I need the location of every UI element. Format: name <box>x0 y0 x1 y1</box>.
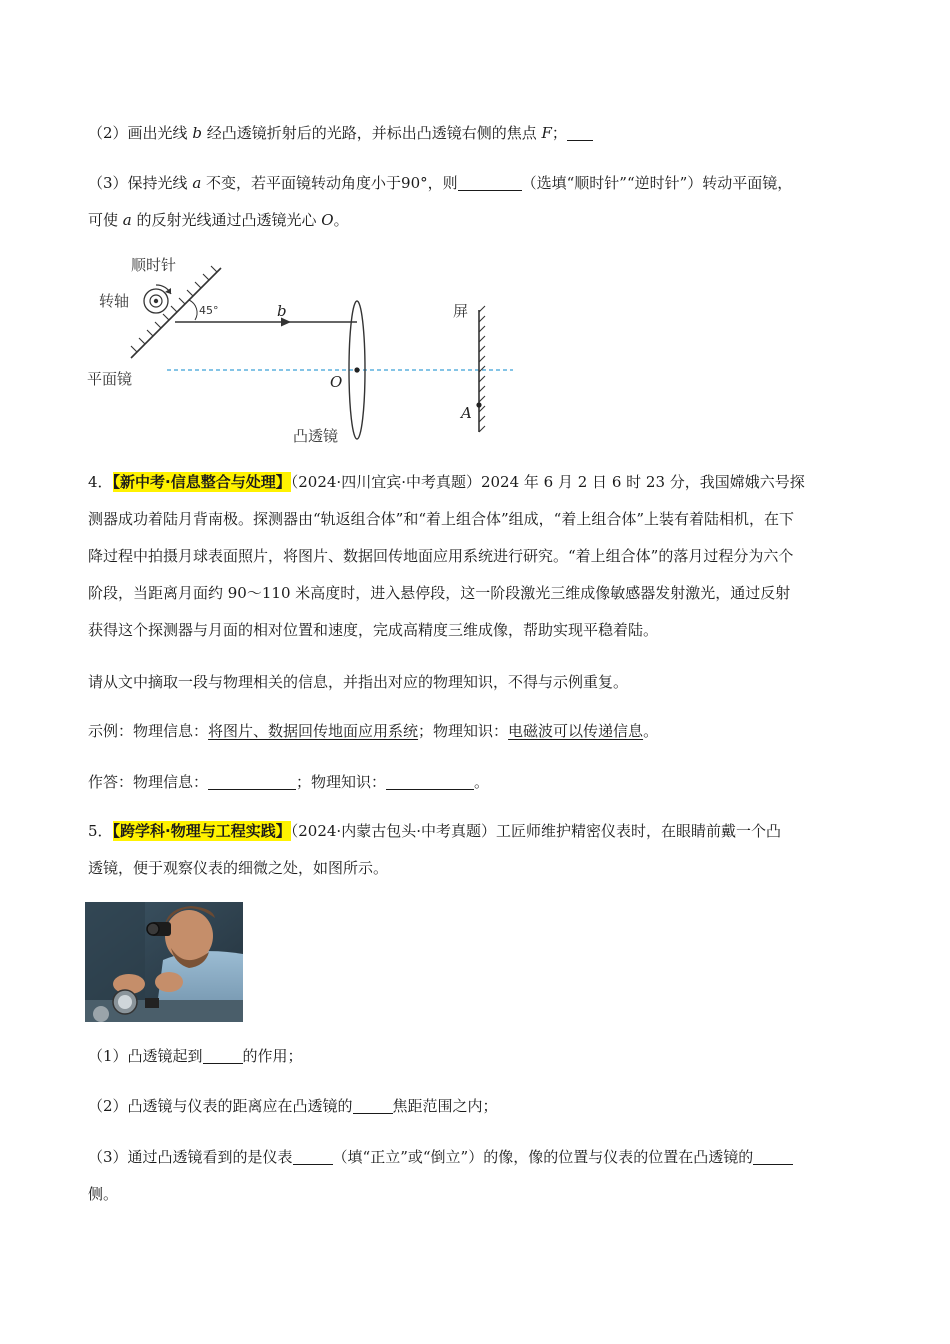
screen <box>479 306 485 432</box>
label-screen: 屏 <box>453 302 469 320</box>
answer-blank[interactable] <box>293 1148 333 1165</box>
q4-line1: 4．【新中考·信息整合与处理】（2024·四川宜宾·中考真题）2024 年 6 月 2 日 6 时 23 分，我国嫦娥六号探 <box>88 473 805 491</box>
label-A: A <box>461 404 472 422</box>
label-O: O <box>330 373 343 391</box>
q3-part3: （3）保持光线 a 不变，若平面镜转动角度小于90°，则 （选填“顺时针”“逆时针”）转动平面镜， <box>88 174 793 192</box>
q5-tag: 【跨学科·物理与工程实践】 <box>112 822 291 840</box>
angle-arc <box>189 300 197 320</box>
optics-diagram <box>85 248 525 448</box>
q3-part3-line2: 可使 a 的反射光线通过凸透镜光心 O。 <box>88 211 349 229</box>
label-lens: 凸透镜 <box>293 427 339 445</box>
q5-part1: （1）凸透镜起到 的作用； <box>88 1047 303 1065</box>
label-axis: 转轴 <box>99 292 130 310</box>
q4-line5: 获得这个探测器与月面的相对位置和速度，完成高精度三维成像，帮助实现平稳着陆。 <box>88 621 659 639</box>
optical-center-dot <box>354 367 359 372</box>
q4-line3: 降过程中拍摄月球表面照片，将图片、数据回传地面应用系统进行研究。“着上组合体”的落月过程分为六个 <box>88 547 794 565</box>
q5-line1: 5．【跨学科·物理与工程实践】（2024·内蒙古包头·中考真题）工匠师维护精密仪表时，在眼睛前戴一个凸 <box>88 822 781 840</box>
q5-part2: （2）凸透镜与仪表的距离应在凸透镜的 焦距范围之内； <box>88 1097 498 1115</box>
q4-example: 示例：物理信息：将图片、数据回传地面应用系统；物理知识：电磁波可以传递信息。 <box>88 722 659 740</box>
q4-instruction: 请从文中摘取一段与物理相关的信息，并指出对应的物理知识，不得与示例重复。 <box>88 673 629 691</box>
label-angle: 45° <box>199 304 219 317</box>
q5-part3-line2: 侧。 <box>88 1185 119 1203</box>
label-mirror: 平面镜 <box>87 370 133 388</box>
craftsman-photo <box>85 902 243 1022</box>
q5-line2: 透镜，便于观察仪表的细微之处，如图所示。 <box>88 859 389 877</box>
answer-blank-knowledge[interactable] <box>386 773 474 790</box>
answer-blank[interactable] <box>458 174 522 191</box>
answer-blank-info[interactable] <box>208 773 296 790</box>
q4-tag: 【新中考·信息整合与处理】 <box>112 473 291 491</box>
answer-blank[interactable] <box>567 124 593 141</box>
point-A-dot <box>476 402 481 407</box>
rotation-axis-icon <box>144 285 171 313</box>
q4-line4: 阶段，当距离月面约 90～110 米高度时，进入悬停段，这一阶段激光三维成像敏感器发射激光，通过反射 <box>88 584 791 602</box>
label-clockwise: 顺时针 <box>131 256 177 274</box>
q5-part3: （3）通过凸透镜看到的是仪表 （填“正立”或“倒立”）的像，像的位置与仪表的位置在凸透镜的 <box>88 1146 793 1168</box>
q3-part2: （2）画出光线 b 经凸透镜折射后的光路，并标出凸透镜右侧的焦点 F； <box>88 122 593 144</box>
light-ray-b <box>175 318 357 327</box>
answer-blank[interactable] <box>753 1148 793 1165</box>
answer-blank[interactable] <box>203 1047 243 1064</box>
q4-line2: 测器成功着陆月背南极。探测器由“轨返组合体”和“着上组合体”组成，“着上组合体”上装有着陆相机，在下 <box>88 510 795 528</box>
label-b: b <box>277 302 287 320</box>
answer-blank[interactable] <box>353 1097 393 1114</box>
q4-answer: 作答：物理信息： ；物理知识： 。 <box>88 773 490 791</box>
